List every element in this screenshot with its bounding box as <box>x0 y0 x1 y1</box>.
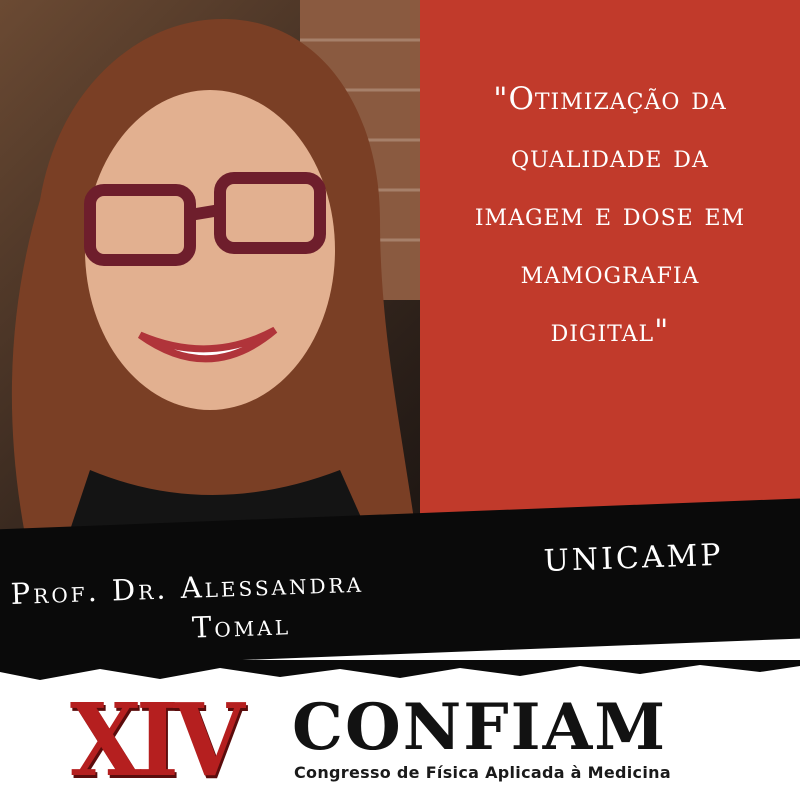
event-name: CONFIAM <box>292 690 668 765</box>
title-panel <box>420 0 800 530</box>
talk-title <box>420 70 800 360</box>
talk-title-line: digital" <box>550 313 670 349</box>
talk-title-line: mamografia <box>520 255 700 291</box>
speaker-photo <box>0 0 420 560</box>
event-logo <box>70 681 750 799</box>
talk-title-line: imagem e dose em <box>474 197 746 233</box>
event-edition: XIV <box>70 681 240 799</box>
talk-title-line: qualidade da <box>511 139 709 175</box>
event-subtitle: Congresso de Física Aplicada à Medicina <box>294 763 671 782</box>
speaker-portrait-illustration <box>0 0 420 560</box>
talk-title-line: "Otimização da <box>493 81 727 117</box>
speaker-name-line2: Tomal <box>191 607 292 645</box>
speaker-institution: UNICAMP <box>543 537 725 579</box>
speaker-name-line1: Prof. Dr. Alessandra <box>10 564 365 611</box>
